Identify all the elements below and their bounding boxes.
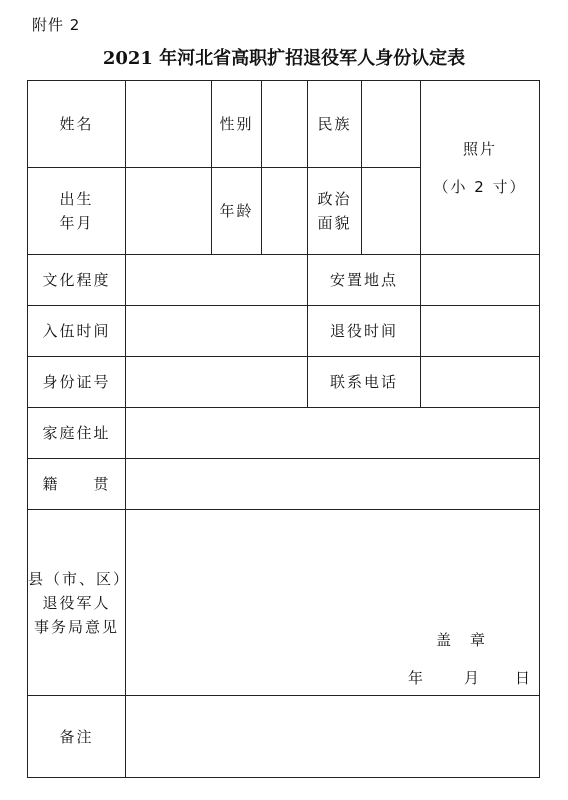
birth-label-line-2: 年月 [59,214,94,232]
age-label: 年龄 [212,168,262,255]
enlist-date-value-cell[interactable] [126,306,308,357]
placement-value-cell[interactable] [421,255,540,306]
native-place-value-cell[interactable] [126,459,540,510]
table-row [28,81,540,168]
enlist-date-label: 入伍时间 [28,306,126,357]
id-number-label: 身份证号 [28,357,126,408]
table-row [28,306,540,357]
attachment-label: 附件 2 [32,16,81,34]
retire-date-label: 退役时间 [308,306,421,357]
photo-label: 照片 [462,139,497,158]
phone-label: 联系电话 [308,357,421,408]
retire-date-value-cell[interactable] [421,306,540,357]
bureau-opinion-label [28,510,131,696]
date-year-label: 年 [408,669,426,687]
ethnicity-label: 民族 [308,81,362,168]
education-value-cell[interactable] [126,255,308,306]
political-label [308,168,362,255]
photo-size-note: （小 2 寸） [433,177,527,196]
date-month-label: 月 [464,669,482,687]
name-value-cell[interactable] [126,81,212,168]
id-number-value-cell[interactable] [126,357,308,408]
photo-cell[interactable] [421,81,540,255]
bureau-opinion-label-line-1: 县（市、区） [28,569,131,588]
birth-label [28,168,126,255]
gender-label: 性别 [212,81,262,168]
remarks-label: 备注 [28,696,126,778]
table-row [28,408,540,459]
table-row [28,696,540,778]
table-row [28,459,540,510]
education-label: 文化程度 [28,255,126,306]
bureau-opinion-value-cell[interactable] [126,510,540,696]
birth-label-line-1: 出生 [59,190,94,208]
bureau-opinion-label-line-2: 退役军人 [42,593,111,612]
name-label: 姓名 [28,81,126,168]
political-label-line-1: 政治 [317,190,352,208]
table-row [28,510,540,696]
address-label: 家庭住址 [28,408,126,459]
table-row [28,357,540,408]
table-row [28,255,540,306]
birth-value-cell[interactable] [126,168,212,255]
seal-text: 盖 章 [436,631,488,649]
bureau-opinion-label-line-3: 事务局意见 [33,617,119,636]
remarks-value-cell[interactable] [126,696,540,778]
political-value-cell[interactable] [362,168,421,255]
gender-value-cell[interactable] [262,81,308,168]
identity-form-table [27,80,540,778]
placement-label: 安置地点 [308,255,421,306]
phone-value-cell[interactable] [421,357,540,408]
form-title: 2021 年河北省高职扩招退役军人身份认定表 [102,48,466,69]
date-day-label: 日 [515,669,533,687]
ethnicity-value-cell[interactable] [362,81,421,168]
native-place-label: 籍 贯 [28,459,126,510]
age-value-cell[interactable] [262,168,308,255]
political-label-line-2: 面貌 [317,214,352,232]
address-value-cell[interactable] [126,408,540,459]
